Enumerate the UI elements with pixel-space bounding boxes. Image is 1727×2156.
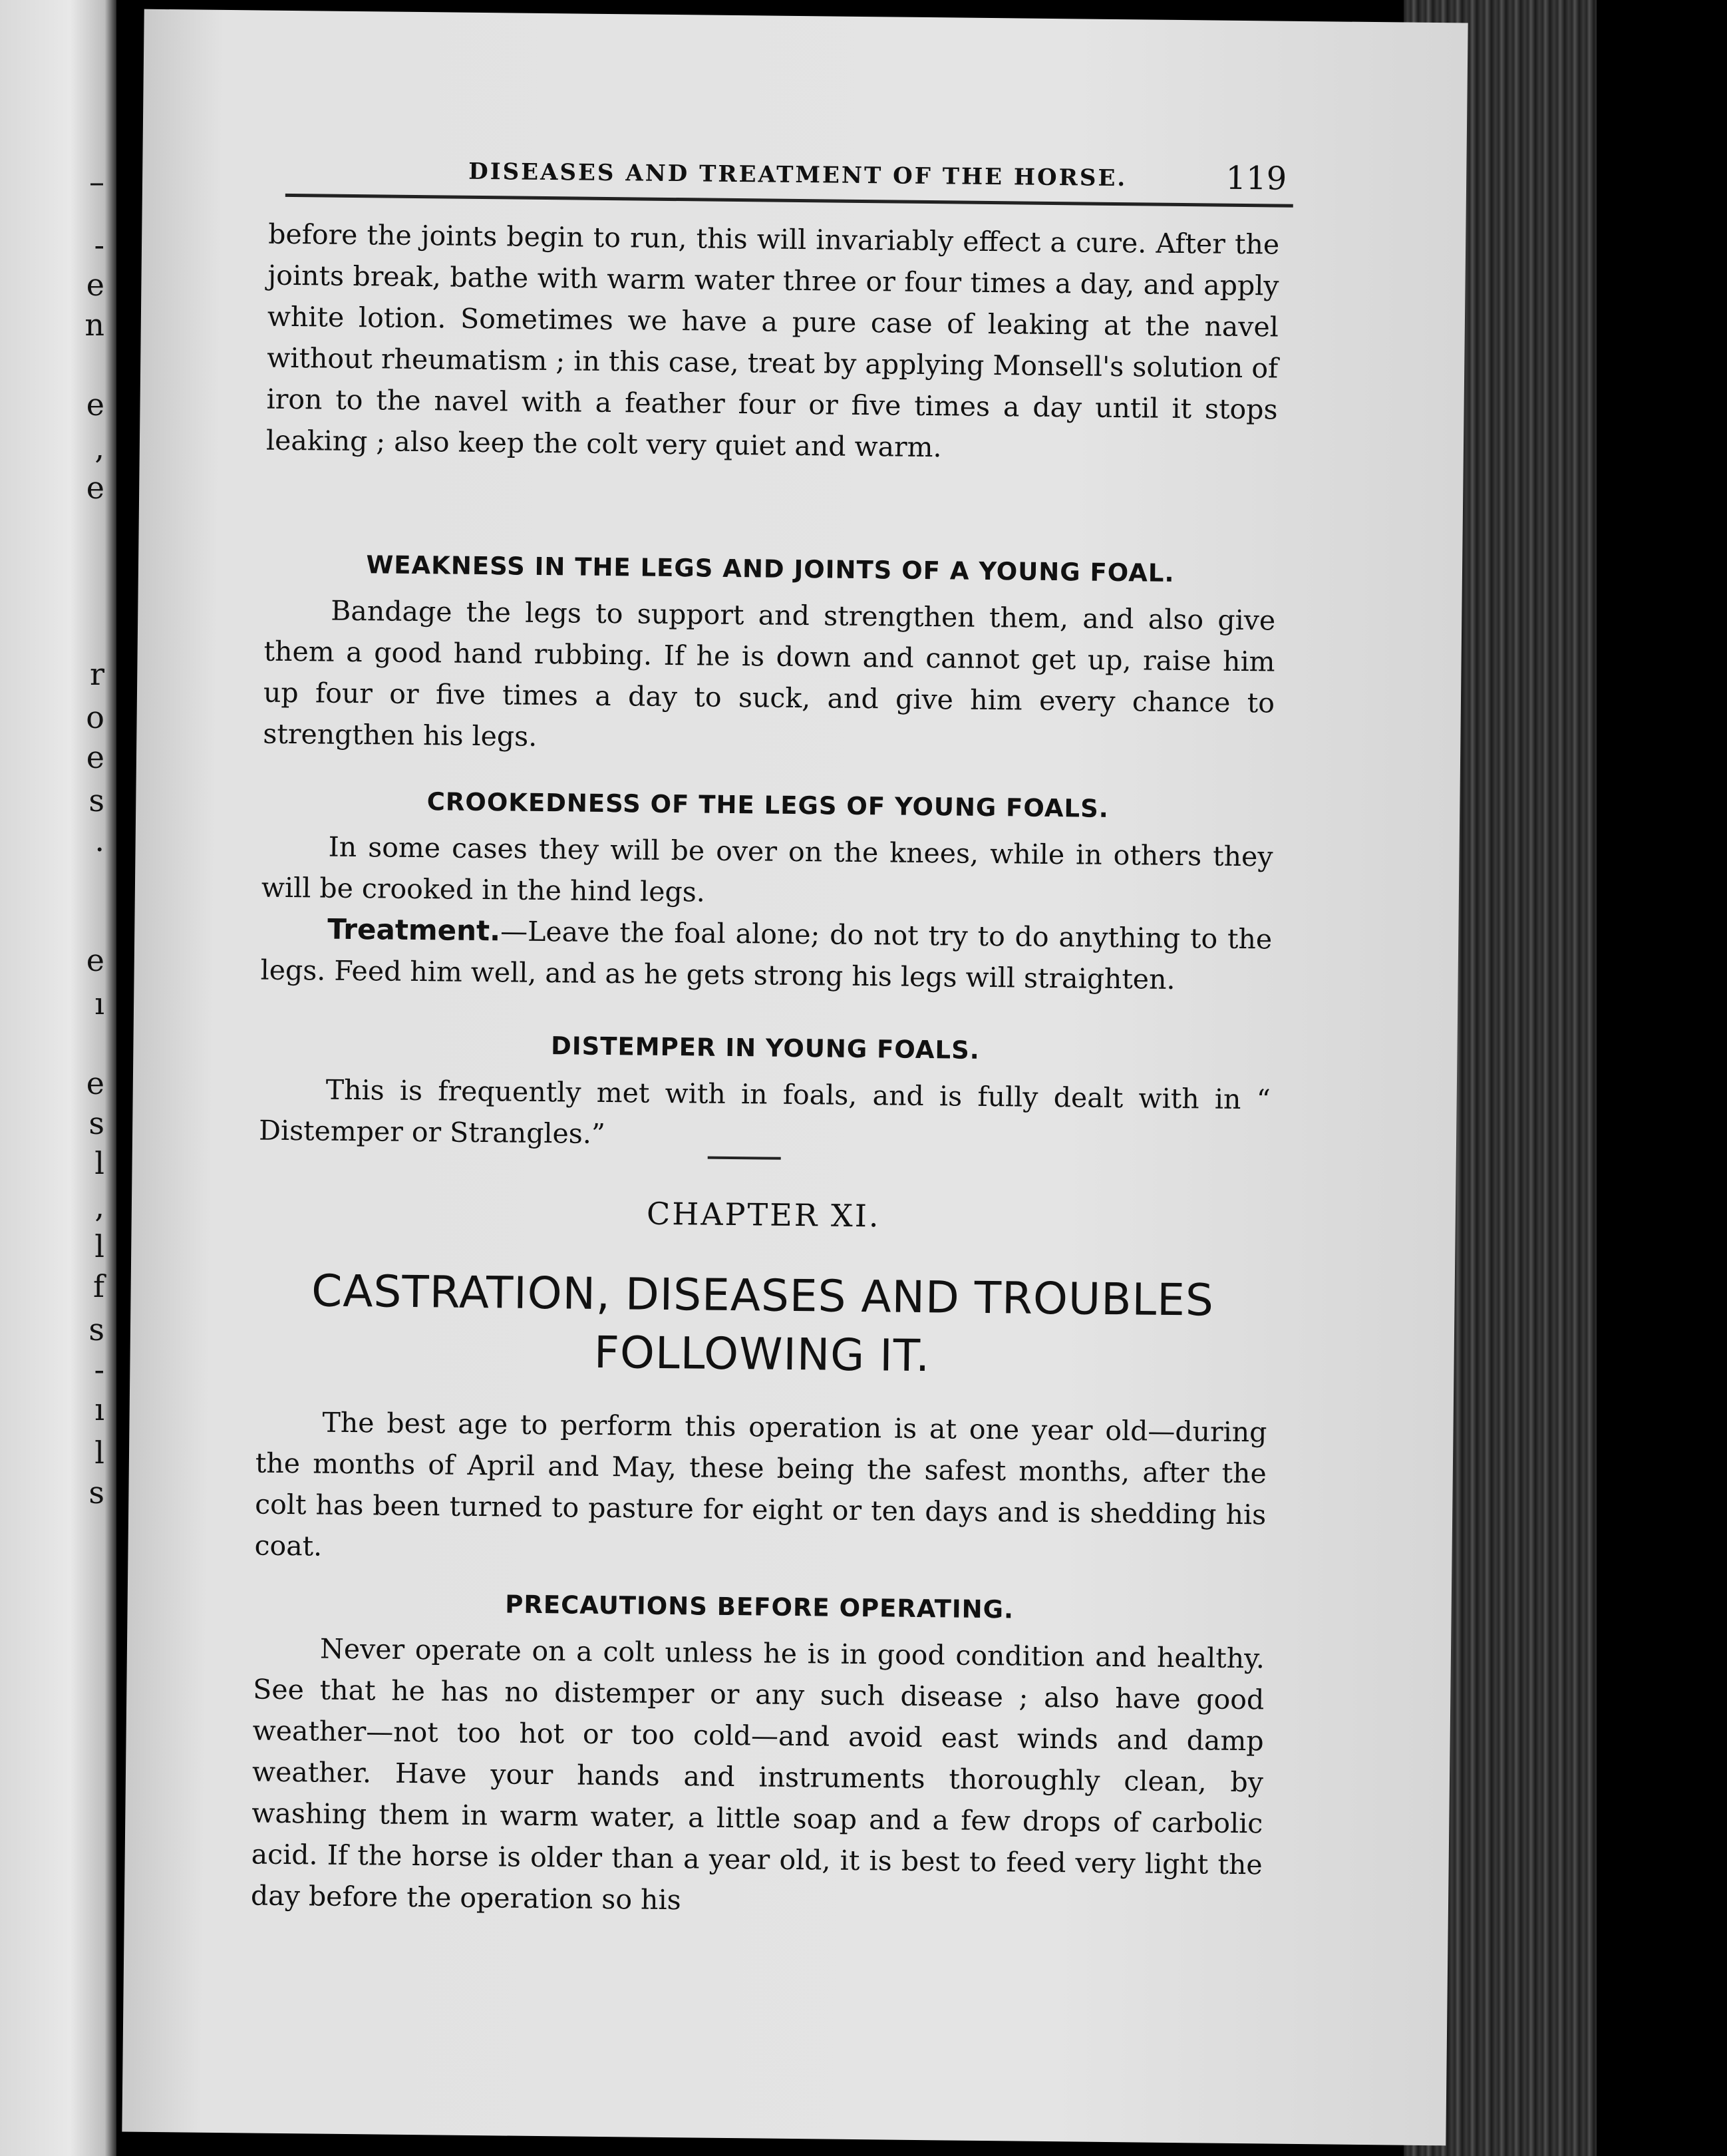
- crookedness-paragraph: [260, 826, 1273, 1001]
- running-head: [285, 147, 1294, 208]
- heading-precautions: PRECAUTIONS BEFORE OPERATING.: [505, 1590, 1015, 1624]
- heading-weakness: WEAKNESS IN THE LEGS AND JOINTS OF A YOUNG FOAL.: [366, 550, 1175, 588]
- left-page-fragment: r: [90, 656, 104, 692]
- left-page-fragment: s: [88, 783, 104, 818]
- crookedness-text: In some cases they will be over on the knees, while in others they will be crooked in the hind legs.: [261, 830, 1273, 908]
- chapter-title-line-2: FOLLOWING IT.: [593, 1326, 931, 1382]
- left-page-fragment: l: [94, 1145, 104, 1181]
- left-page-fragment: o: [86, 699, 104, 735]
- left-page-fragment: s: [88, 1475, 104, 1511]
- left-page-fragment: s: [88, 1105, 104, 1141]
- left-page-fragment: .: [94, 822, 104, 858]
- continuation-paragraph: [266, 214, 1280, 472]
- previous-page-edge: [0, 0, 116, 2156]
- chapter-intro-paragraph: [254, 1401, 1267, 1577]
- left-page-fragment: ,: [94, 1188, 104, 1224]
- left-page-fragment: e: [86, 942, 104, 978]
- heading-distemper: DISTEMPER IN YOUNG FOALS.: [550, 1031, 981, 1065]
- left-page-fragment: f: [92, 1268, 104, 1304]
- precautions-paragraph: [251, 1628, 1265, 1927]
- left-page-fragment: ı: [94, 1391, 104, 1427]
- treatment-paragraph: [260, 908, 1272, 1001]
- left-page-fragment: ,: [94, 430, 104, 466]
- section-divider: [708, 1157, 781, 1160]
- distemper-paragraph: [259, 1069, 1271, 1162]
- chapter-label: CHAPTER XI.: [646, 1195, 881, 1234]
- chapter-title: [256, 1262, 1269, 1389]
- chapter-title-line-1: CASTRATION, DISEASES AND TROUBLES: [311, 1265, 1215, 1326]
- heading-crookedness: CROOKEDNESS OF THE LEGS OF YOUNG FOALS.: [426, 787, 1110, 823]
- left-page-fragment: e: [86, 1065, 104, 1101]
- treatment-text: —Leave the foal alone; do not try to do anything to the legs. Feed him well, and as he gets strong his legs will straighten.: [260, 915, 1273, 995]
- running-title: DISEASES AND TREATMENT OF THE HORSE.: [468, 158, 1128, 192]
- left-page-fragment: e: [86, 267, 104, 303]
- chapter-intro-text: The best age to perform this operation is at one year old—during the months of April and May, these being the safest months, after the colt has been turned to pasture for eight or ten days and is shedding his coat.: [254, 1406, 1267, 1562]
- left-page-fragment: –: [89, 164, 104, 200]
- precautions-text: Never operate on a colt unless he is in good condition and healthy. See that he has no distemper or any such disease ; also have good weather—not too hot or too cold—and avoid east winds and damp weather. Have your hands and instruments thoroughly clean, by washing them in warm water, a little soap and a few drops of carbolic acid. If the horse is older than a year old, it is best to feed very light the day before the operation so his: [250, 1632, 1265, 1916]
- page-number: 119: [1225, 159, 1287, 198]
- left-page-fragment: -: [94, 227, 104, 263]
- left-page-fragment: e: [86, 739, 104, 775]
- weakness-paragraph: [263, 590, 1276, 765]
- left-page-fragment: n: [84, 307, 104, 343]
- distemper-text: This is frequently met with in foals, and is fully dealt with in “ Distemper or Strangles.”: [258, 1073, 1271, 1151]
- left-page-fragment: s: [88, 1312, 104, 1348]
- left-page-fragment: ı: [94, 986, 104, 1021]
- left-page-fragment: l: [94, 1228, 104, 1264]
- left-page-fragment: -: [94, 1351, 104, 1387]
- weakness-text: Bandage the legs to support and strengthen them, and also give them a good hand rubbing. If he is down and cannot get up, raise him up four or five times a day to suck, and give him every chance to strengthen his legs.: [263, 594, 1276, 753]
- edge-shadow: [1597, 0, 1727, 2156]
- left-page-fragment: l: [94, 1435, 104, 1471]
- book-page: [122, 9, 1468, 2146]
- left-page-fragment: e: [86, 470, 104, 506]
- left-page-fragment: e: [86, 387, 104, 423]
- continuation-text: before the joints begin to run, this will invariably effect a cure. After the joints break, bathe with warm water three or four times a day, and apply white lotion. Sometimes we have a pure case of leaking at the navel without rheumatism ; in this case, treat by applying Monsell's solution of iron to the navel with a feather four or five times a day until it stops leaking ; also keep the colt very quiet and warm.: [265, 218, 1280, 464]
- treatment-label: Treatment.: [327, 912, 501, 948]
